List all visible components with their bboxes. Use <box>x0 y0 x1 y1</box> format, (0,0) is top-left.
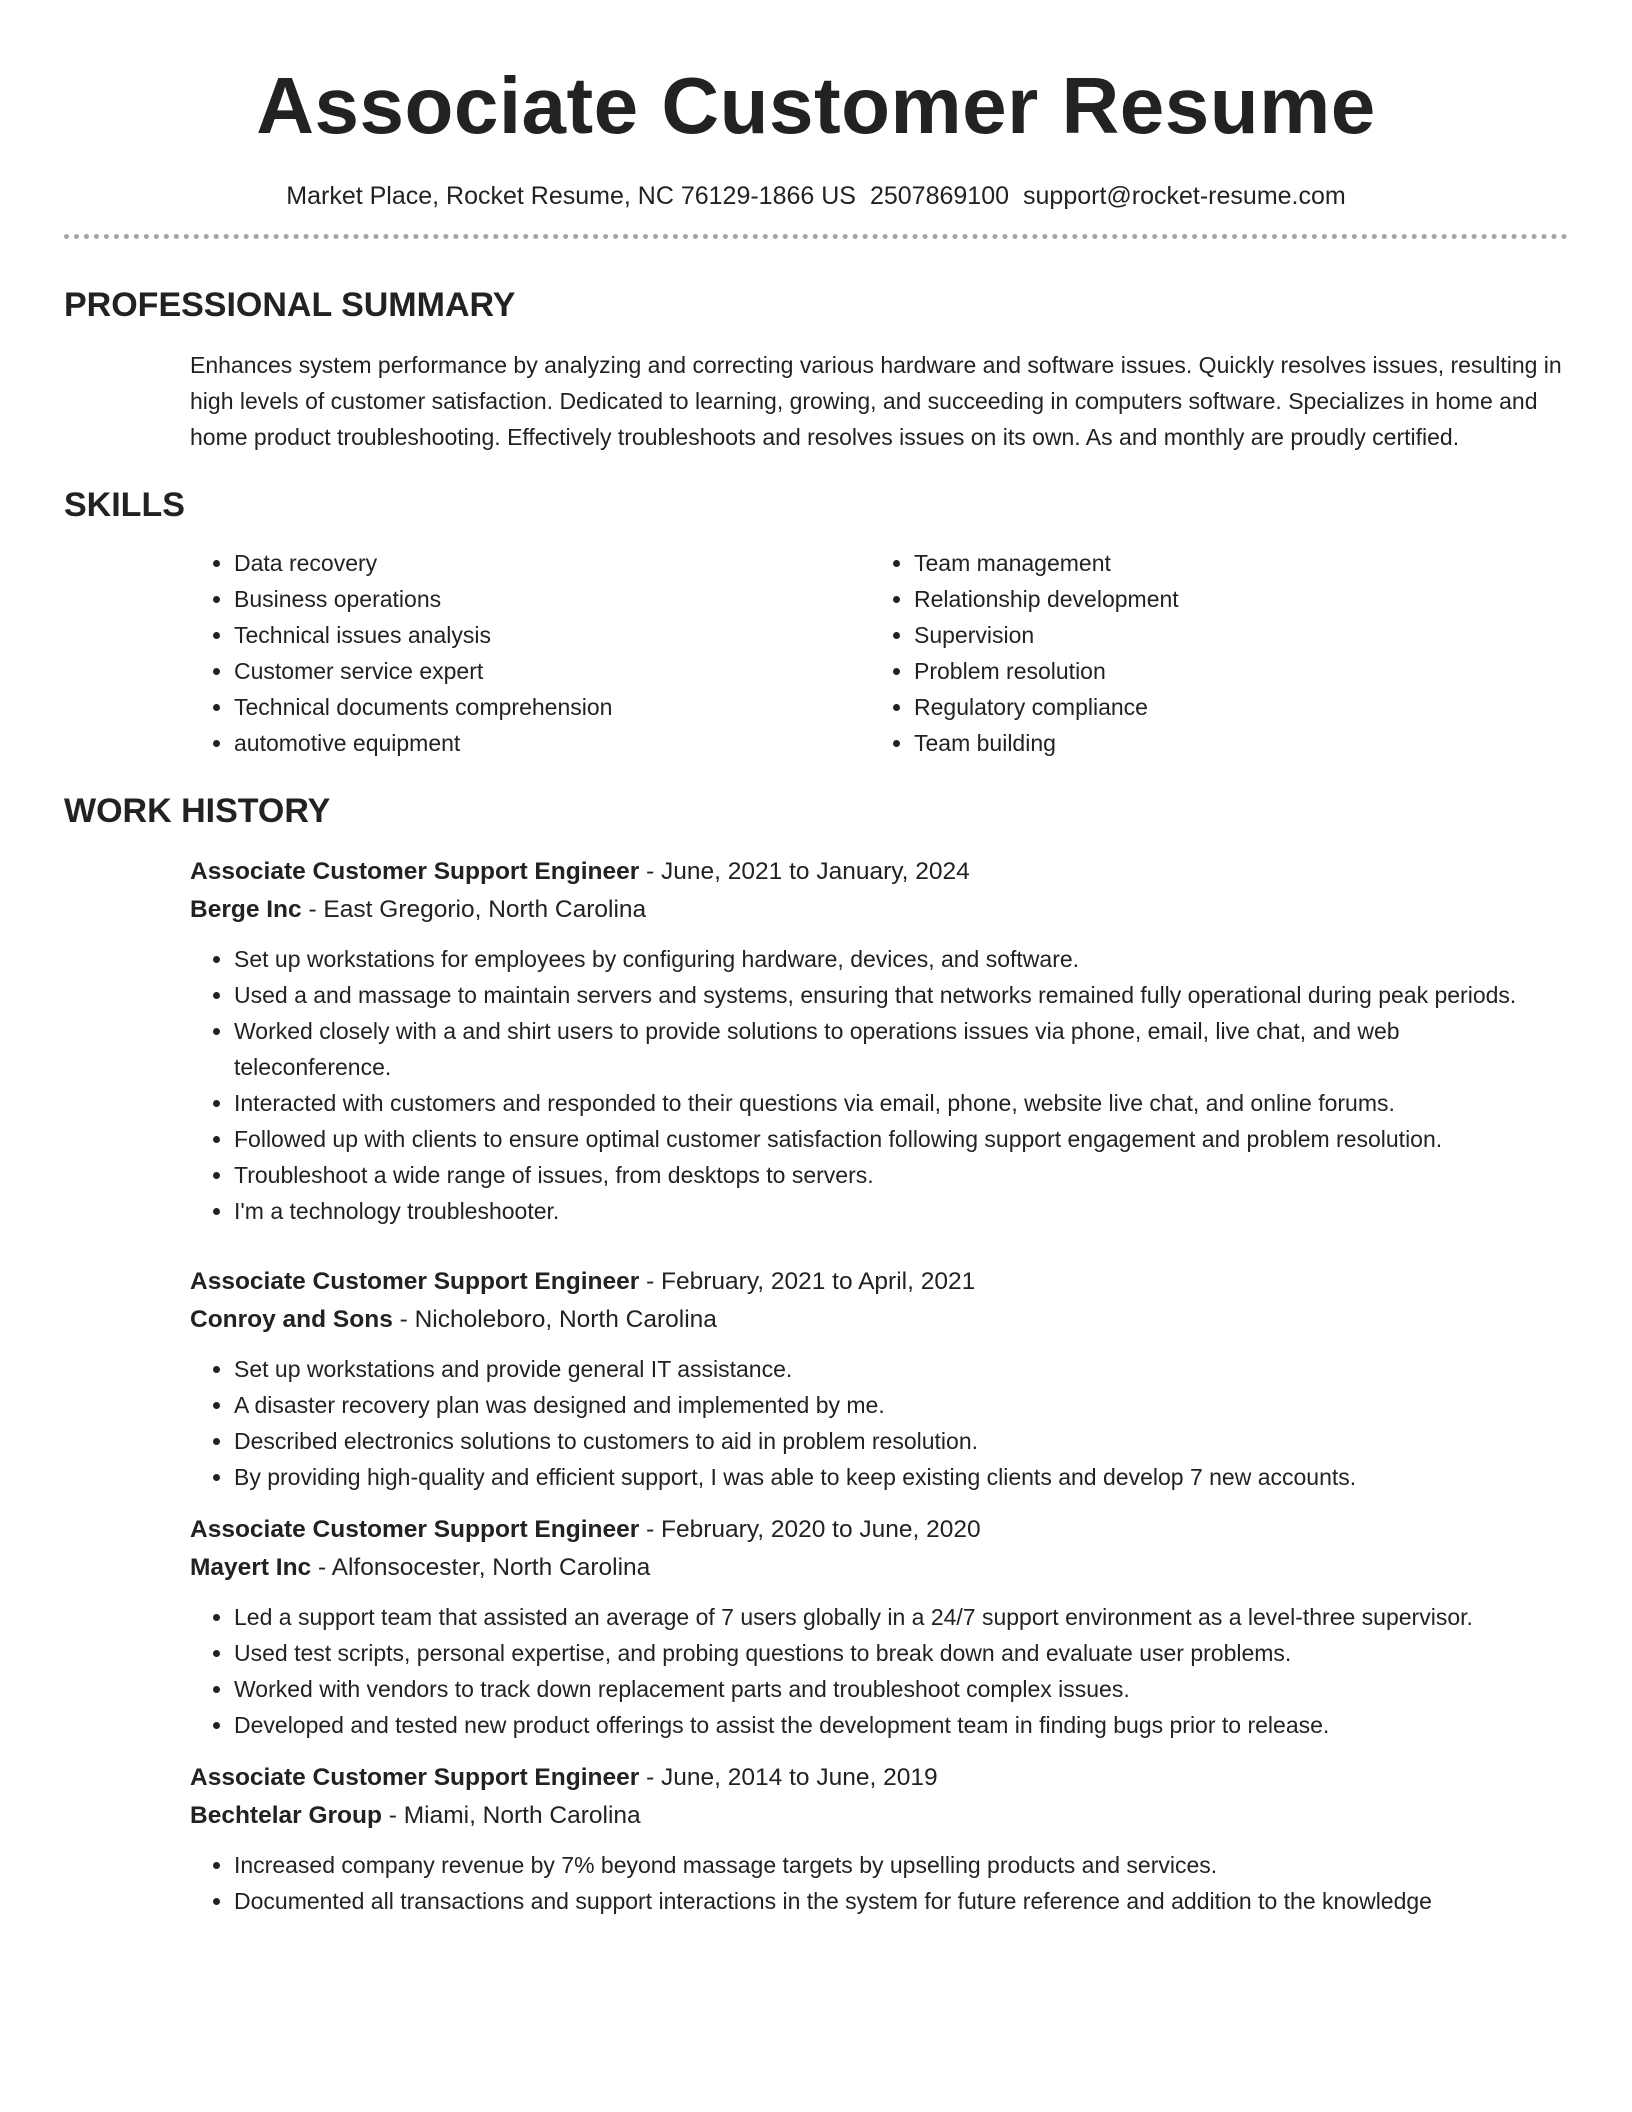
job-bullet: • Led a support team that assisted an average of 7 users globally in a 24/7 support environment as a level-three supervisor. <box>234 1599 1568 1635</box>
job-entry <box>64 1511 1568 1743</box>
skill-item: • Technical issues analysis <box>234 617 870 653</box>
job-bullet: • Set up workstations and provide general IT assistance. <box>234 1351 1568 1387</box>
job-title-line <box>190 853 1568 891</box>
skills-list <box>64 545 1568 761</box>
skill-item: • automotive equipment <box>234 725 870 761</box>
summary-section <box>64 283 1568 455</box>
job-bullet: • Used a and massage to maintain servers and systems, ensuring that networks remained fully operational during peak periods. <box>234 977 1568 1013</box>
job-company: Berge Inc <box>190 896 302 923</box>
skill-item: • Team management <box>914 545 1179 581</box>
skills-column-2 <box>870 545 1179 761</box>
job-location: - East Gregorio, North Carolina <box>301 896 647 923</box>
contact-phone: 2507869100 <box>869 182 1010 210</box>
work-history-heading: WORK HISTORY <box>64 792 331 830</box>
resume-title: Associate Customer Resume <box>256 61 1376 150</box>
job-company: Conroy and Sons <box>190 1306 393 1333</box>
job-bullets <box>190 941 1568 1229</box>
skill-item: • Data recovery <box>234 545 870 581</box>
job-bullet: • A disaster recovery plan was designed and implemented by me. <box>234 1387 1568 1423</box>
job-entry <box>64 1263 1568 1495</box>
skill-item: • Relationship development <box>914 581 1179 617</box>
skill-item: • Supervision <box>914 617 1179 653</box>
job-company: Bechtelar Group <box>190 1802 382 1829</box>
job-dates: - June, 2021 to January, 2024 <box>639 858 970 885</box>
job-location: - Alfonsocester, North Carolina <box>311 1554 651 1581</box>
job-bullet: • Increased company revenue by 7% beyond massage targets by upselling products and services. <box>234 1847 1568 1883</box>
work-history-section <box>64 789 1568 1919</box>
job-title: Associate Customer Support Engineer <box>190 1268 640 1295</box>
contact-line <box>64 180 1568 212</box>
job-title-line <box>190 1759 1568 1797</box>
job-entry <box>64 853 1568 1229</box>
job-dates: - February, 2020 to June, 2020 <box>639 1516 981 1543</box>
skill-item: • Problem resolution <box>914 653 1179 689</box>
job-bullets <box>190 1351 1568 1495</box>
job-bullet: • By providing high-quality and efficient support, I was able to keep existing clients and develop 7 new accounts. <box>234 1459 1568 1495</box>
contact-address: Market Place, Rocket Resume, NC 76129-1866 US <box>286 182 856 210</box>
job-bullet: • Used test scripts, personal expertise, and probing questions to break down and evaluate user problems. <box>234 1635 1568 1671</box>
job-bullet: • Interacted with customers and responded to their questions via email, phone, website live chat, and online forums. <box>234 1085 1568 1121</box>
job-location: - Miami, North Carolina <box>381 1802 641 1829</box>
skill-item: • Customer service expert <box>234 653 870 689</box>
job-bullet: • Worked closely with a and shirt users to provide solutions to operations issues via phone, email, live chat, and web teleconference. <box>234 1013 1568 1085</box>
job-company-line <box>190 891 1568 929</box>
job-company-line <box>190 1549 1568 1587</box>
job-company-line <box>190 1797 1568 1835</box>
job-title: Associate Customer Support Engineer <box>190 1764 640 1791</box>
job-title-line <box>190 1511 1568 1549</box>
job-bullets <box>190 1847 1568 1919</box>
contact-email: support@rocket-resume.com <box>1023 182 1346 210</box>
job-dates: - June, 2014 to June, 2019 <box>639 1764 938 1791</box>
skills-column-1 <box>190 545 870 761</box>
job-dates: - February, 2021 to April, 2021 <box>639 1268 976 1295</box>
skills-section <box>64 483 1568 761</box>
skills-heading: SKILLS <box>64 486 185 524</box>
job-bullet: • Set up workstations for employees by configuring hardware, devices, and software. <box>234 941 1568 977</box>
job-bullet: • Described electronics solutions to customers to aid in problem resolution. <box>234 1423 1568 1459</box>
job-bullet: • Documented all transactions and support interactions in the system for future reference and addition to the knowledge <box>234 1883 1568 1919</box>
job-title: Associate Customer Support Engineer <box>190 858 640 885</box>
job-location: - Nicholeboro, North Carolina <box>392 1306 717 1333</box>
skill-item: • Team building <box>914 725 1179 761</box>
summary-heading: PROFESSIONAL SUMMARY <box>64 286 516 324</box>
job-title-line <box>190 1263 1568 1301</box>
skill-item: • Regulatory compliance <box>914 689 1179 725</box>
job-bullet: • I'm a technology troubleshooter. <box>234 1193 1568 1229</box>
job-company-line <box>190 1301 1568 1339</box>
job-bullet: • Followed up with clients to ensure optimal customer satisfaction following support engagement and problem resolution. <box>234 1121 1568 1157</box>
job-bullet: • Worked with vendors to track down replacement parts and troubleshoot complex issues. <box>234 1671 1568 1707</box>
summary-text: Enhances system performance by analyzing and correcting various hardware and software issues. Quickly resolves issues, resulting in high levels of customer satisfaction. Dedicated to learning, growing, and succeeding in computers software. Specializes in home and home product troubleshooting. Effectively troubleshoots and resolves issues on its own. As and monthly are proudly certified. <box>190 352 1562 450</box>
skill-item: • Business operations <box>234 581 870 617</box>
job-bullet: • Troubleshoot a wide range of issues, from desktops to servers. <box>234 1157 1568 1193</box>
skill-item: • Technical documents comprehension <box>234 689 870 725</box>
job-bullet: • Developed and tested new product offerings to assist the development team in finding bugs prior to release. <box>234 1707 1568 1743</box>
header-divider <box>64 234 1568 239</box>
job-entry <box>64 1759 1568 1919</box>
job-bullets <box>190 1599 1568 1743</box>
job-title: Associate Customer Support Engineer <box>190 1516 640 1543</box>
job-company: Mayert Inc <box>190 1554 312 1581</box>
